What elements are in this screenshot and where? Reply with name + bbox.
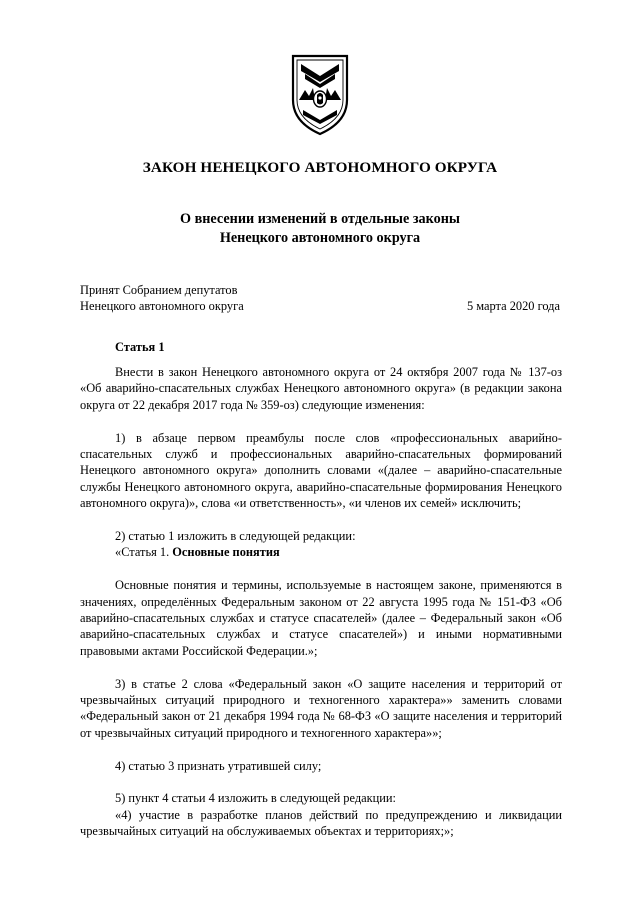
item-2-quote-prefix: «Статья 1.	[115, 545, 173, 560]
amendment-item-5: 5) пункт 4 статьи 4 изложить в следующей редакции:	[115, 791, 397, 806]
adopted-by-line-1: Принят Собранием депутатов	[80, 283, 238, 297]
article-heading: Статья 1	[115, 340, 165, 354]
law-title: ЗАКОН НЕНЕЦКОГО АВТОНОМНОГО ОКРУГА	[142, 159, 498, 176]
adopted-by-line-2: Ненецкого автономного округа	[80, 299, 244, 314]
amendment-item-2: 2) статью 1 изложить в следующей редакции:	[115, 529, 356, 544]
nenets-coat-of-arms-icon	[291, 54, 349, 136]
subtitle-line-1: О внесении изменений в отдельные законы	[180, 211, 460, 227]
item-5-quote-text: «4) участие в разработке планов действий по предупреждению и ликвидации чрезвычайных ситуаций на обслуживаемых объектах и территориях;»;	[80, 807, 562, 839]
adoption-block	[80, 282, 560, 315]
article-intro: Внести в закон Ненецкого автономного округа от 24 октября 2007 года № 137-оз «Об аварийно-спасательных службах Ненецкого автономного округа» (в редакции закона округа от 22 декабря 2017 года № 359-оз) следующие изменения:	[80, 365, 562, 412]
item-2-quote-title: Основные понятия	[172, 545, 280, 560]
subtitle-line-2: Ненецкого автономного округа	[219, 230, 421, 246]
amendment-item-1: 1) в абзаце первом преамбулы после слов «профессиональных аварийно-спасательных служб и профессиональных аварийно-спасательных формирований Ненецкого автономного округа» дополнить словами «(далее – аварийно-спасательные службы Ненецкого автономного округа, аварийно-спасательные формирования Ненецкого автономного округа)», слова «и ответственность», «и членов их семей» исключить;	[80, 430, 562, 511]
law-subtitle	[0, 210, 640, 248]
article-body	[80, 364, 562, 840]
amendment-item-3: 3) в статье 2 слова «Федеральный закон «О защите населения и территорий от чрезвычайных ситуаций природного и техногенного характера»» заменить словами «Федеральный закон от 21 декабря 1994 года № 68-ФЗ «О защите населения и территорий от чрезвычайных ситуаций природного и техногенного характера»»;	[80, 676, 562, 740]
adoption-date: 5 марта 2020 года	[466, 299, 560, 314]
amendment-item-4: 4) статью 3 признать утратившей силу;	[115, 758, 322, 773]
item-2-quote-text: Основные понятия и термины, используемые в настоящем законе, применяются в значениях, определённых Федеральным законом от 22 августа 1995 года № 151-ФЗ «Об аварийно-спасательных службах и статусе спасателей» (далее – Федеральный закон «Об аварийно-спасательных службах и статусе спасателей») и иными нормативными правовыми актами Российской Федерации.»;	[80, 578, 562, 658]
item-2-quote-heading	[80, 544, 562, 560]
